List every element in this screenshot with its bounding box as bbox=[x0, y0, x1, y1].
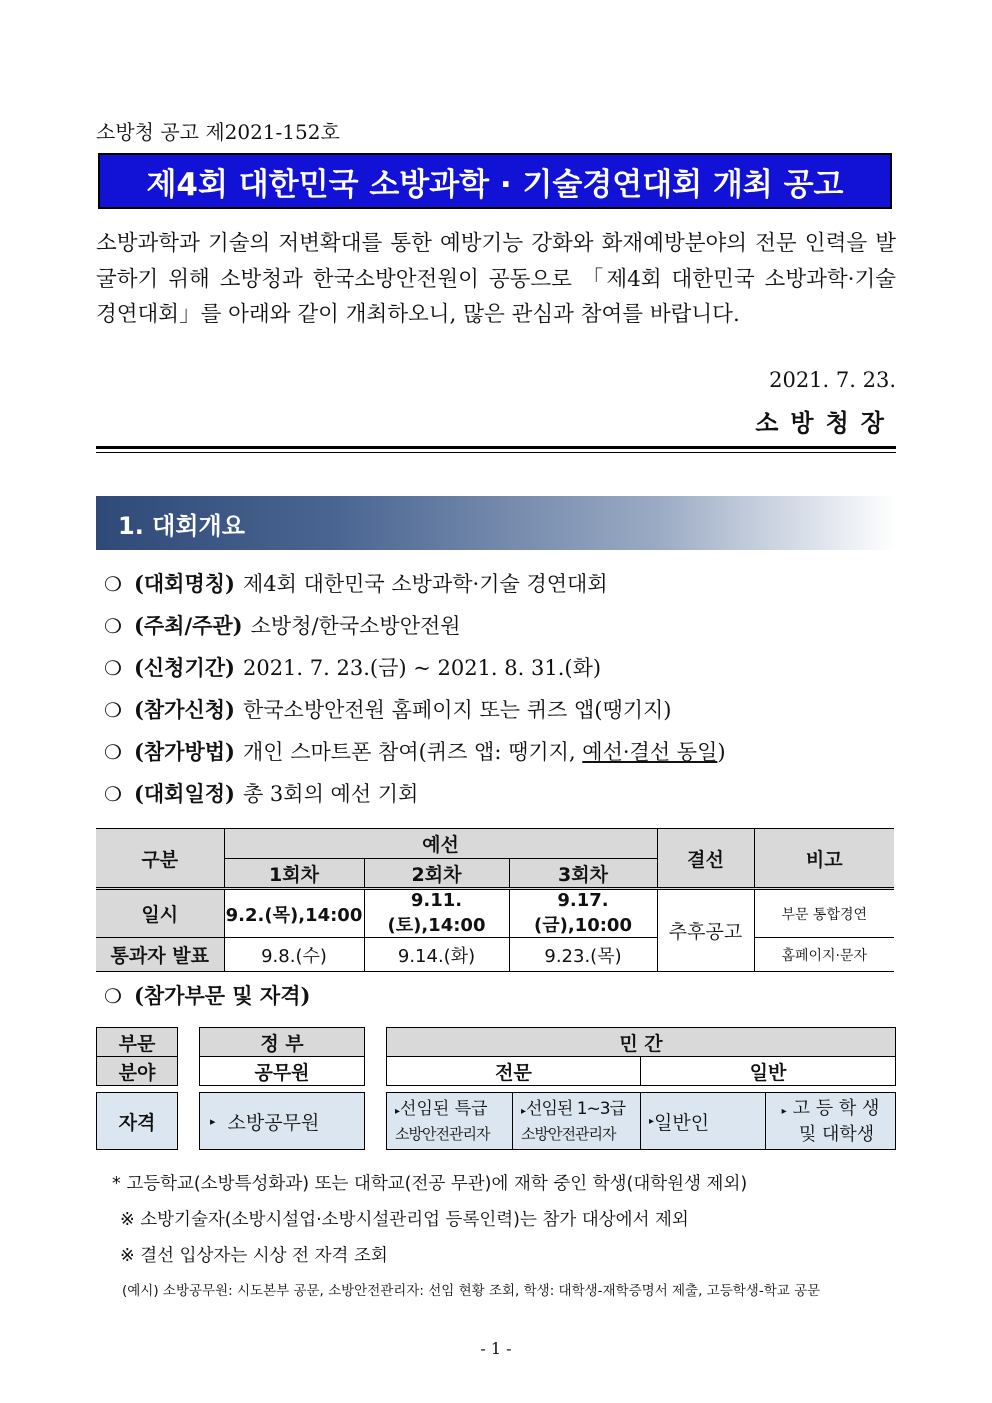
bullet-schedule bbox=[104, 778, 418, 808]
label-qualification: 자격 bbox=[96, 1092, 178, 1150]
row-datetime-label: 일시 bbox=[96, 889, 224, 938]
qual-grade-1-3 bbox=[512, 1092, 641, 1150]
double-rule-bottom bbox=[96, 452, 896, 453]
qual-general-public bbox=[640, 1092, 766, 1150]
page-number: - 1 - bbox=[480, 1339, 512, 1358]
bullet-host bbox=[104, 610, 461, 640]
private-division: 민 간 bbox=[386, 1027, 896, 1057]
label-field: 분야 bbox=[96, 1056, 178, 1086]
bullet-key: (신청기간) bbox=[133, 655, 235, 680]
bullet-application bbox=[104, 694, 672, 724]
round2-announce: 9.14.(화) bbox=[364, 938, 509, 972]
bullet-key: (대회명칭) bbox=[133, 571, 235, 596]
qual-text: 소방안전관리자 bbox=[395, 1124, 490, 1143]
circle-bullet-icon: ❍ bbox=[104, 572, 122, 596]
qual-text: 일반인 bbox=[654, 1111, 710, 1134]
bullet-key: (참가방법) bbox=[133, 739, 235, 764]
bullet-key: (주최/주관) bbox=[133, 613, 243, 638]
bullet-value: 총 3회의 예선 기회 bbox=[242, 782, 419, 806]
bullet-key: (참가부문 및 자격) bbox=[133, 983, 311, 1008]
bullet-key: (대회일정) bbox=[133, 781, 235, 806]
round2-datetime: 9.11.(토),14:00 bbox=[364, 889, 509, 938]
header-yeseon: 예선 bbox=[224, 829, 657, 859]
circle-bullet-icon: ❍ bbox=[104, 614, 122, 638]
signature: 소방청장 bbox=[755, 408, 896, 437]
arrow-right-icon: ▸ bbox=[649, 1115, 655, 1127]
bullet-application-period bbox=[104, 652, 601, 682]
schedule-table bbox=[96, 828, 894, 972]
header-round2: 2회차 bbox=[364, 859, 509, 889]
bullet-value-underlined: 예선·결선 동일 bbox=[582, 740, 718, 764]
arrow-right-icon: ▸ bbox=[395, 1105, 401, 1117]
double-rule-top bbox=[96, 446, 896, 449]
gov-field: 공무원 bbox=[199, 1056, 365, 1086]
header-round3: 3회차 bbox=[509, 859, 657, 889]
private-general-field: 일반 bbox=[640, 1056, 896, 1086]
bullet-value: 한국소방안전원 홈페이지 또는 퀴즈 앱(땡기지) bbox=[242, 698, 672, 722]
header-gubun: 구분 bbox=[96, 829, 224, 889]
qual-students bbox=[765, 1092, 896, 1150]
note-exclusion: ※ 소방기술자(소방시설업·소방시설관리업 등록인력)는 참가 대상에서 제외 bbox=[120, 1210, 689, 1230]
gov-qual-text: 소방공무원 bbox=[227, 1111, 320, 1134]
gov-qualification bbox=[199, 1092, 365, 1150]
arrow-right-icon: ▸ bbox=[210, 1114, 216, 1128]
bullet-value: 제4회 대한민국 소방과학·기술 경연대회 bbox=[242, 572, 608, 596]
circle-bullet-icon: ❍ bbox=[104, 740, 122, 764]
note-student: * 고등학교(소방특성화과) 또는 대학교(전공 무관)에 재학 중인 학생(대학원생 제외) bbox=[112, 1174, 748, 1194]
qual-line bbox=[782, 1097, 880, 1123]
qual-text: 및 대학생 bbox=[798, 1123, 875, 1145]
round1-announce: 9.8.(수) bbox=[224, 938, 364, 972]
gov-division: 정 부 bbox=[199, 1027, 365, 1057]
header-note: 비고 bbox=[754, 829, 894, 889]
final-datetime: 추후공고 bbox=[657, 889, 754, 972]
bullet-value-after: ) bbox=[717, 740, 726, 764]
row2-note: 홈페이지·문자 bbox=[754, 938, 894, 972]
section-title: 1. 대회개요 bbox=[118, 511, 245, 540]
qual-text: 선임된 특급 bbox=[400, 1098, 488, 1119]
document-title: 제4회 대한민국 소방과학 · 기술경연대회 개최 공고 bbox=[146, 166, 844, 203]
circle-bullet-icon: ❍ bbox=[104, 984, 122, 1008]
circle-bullet-icon: ❍ bbox=[104, 698, 122, 722]
circle-bullet-icon: ❍ bbox=[104, 656, 122, 680]
bullet-contest-name bbox=[104, 568, 608, 598]
qual-text: 선임된 1~3급 bbox=[526, 1098, 625, 1119]
row1-note: 부문 통합경연 bbox=[754, 889, 894, 938]
bullet-key: (참가신청) bbox=[133, 697, 235, 722]
round3-announce: 9.23.(목) bbox=[509, 938, 657, 972]
example-note: (예시) 소방공무원: 시도본부 공문, 소방안전관리자: 선임 현황 조회, 학생: 대학생-재학증명서 제출, 고등학생-학교 공문 bbox=[122, 1283, 821, 1299]
notice-number: 소방청 공고 제2021-152호 bbox=[96, 120, 340, 144]
bullet-participation bbox=[104, 980, 318, 1010]
qual-line bbox=[521, 1098, 625, 1123]
arrow-right-icon: ▸ bbox=[781, 1105, 787, 1117]
round3-datetime: 9.17.(금),10:00 bbox=[509, 889, 657, 938]
row-announce-label: 통과자 발표 bbox=[96, 938, 224, 972]
bullet-method bbox=[104, 736, 726, 766]
qual-text: 고 등 학 생 bbox=[792, 1097, 880, 1119]
round1-datetime: 9.2.(목),14:00 bbox=[224, 889, 364, 938]
qual-text: 소방안전관리자 bbox=[521, 1124, 616, 1143]
bullet-value: 2021. 7. 23.(금) ~ 2021. 8. 31.(화) bbox=[242, 656, 602, 680]
qual-special-grade bbox=[386, 1092, 513, 1150]
arrow-right-icon: ▸ bbox=[521, 1105, 527, 1117]
private-pro-field: 전문 bbox=[386, 1056, 641, 1086]
intro-paragraph: 소방과학과 기술의 저변확대를 통한 예방기능 강화와 화재예방분야의 전문 인력을 발굴하기 위해 소방청과 한국소방안전원이 공동으로 「제4회 대한민국 소방과학·기술 경연대회」를 아래와 같이 개최하오니, 많은 관심과 참여를 바랍니다. bbox=[96, 231, 896, 327]
qual-line bbox=[395, 1098, 488, 1123]
notice-date: 2021. 7. 23. bbox=[769, 368, 896, 392]
title-banner bbox=[98, 153, 892, 209]
bullet-value: 개인 스마트폰 참여(퀴즈 앱: 땡기지, bbox=[242, 740, 583, 764]
header-final: 결선 bbox=[657, 829, 754, 889]
section-header bbox=[96, 496, 896, 550]
label-division: 부문 bbox=[96, 1027, 178, 1057]
bullet-value: 소방청/한국소방안전원 bbox=[250, 614, 461, 638]
circle-bullet-icon: ❍ bbox=[104, 782, 122, 806]
header-round1: 1회차 bbox=[224, 859, 364, 889]
note-verification: ※ 결선 입상자는 시상 전 자격 조회 bbox=[120, 1246, 388, 1266]
